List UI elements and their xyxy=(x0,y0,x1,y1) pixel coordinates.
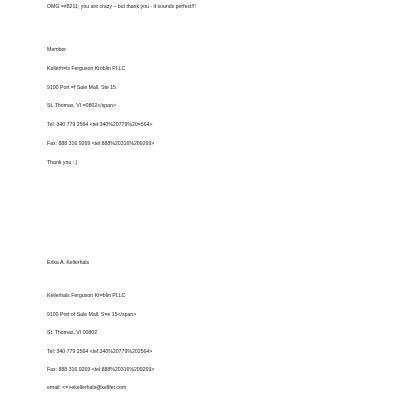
sender-name: Erika A. Kellerhals xyxy=(47,260,90,266)
sender-telephone: Tel: 340 779 2564 <tel:340%20779%202564> xyxy=(47,349,153,355)
sender-email: email: <=>ekellerhals@kellfer.com xyxy=(47,385,127,391)
signature-address-city: St. Thomas, VI =0802</span> xyxy=(47,103,116,109)
sender-firm: Kellerhals Ferguson Kr=blin PLLC xyxy=(47,293,126,299)
sender-address-street: 9100 Port of Sale Mall, S=e 15</span> xyxy=(47,312,137,318)
signature-telephone: Tel: 340 779 2564 <tel:340%20779%20=564> xyxy=(47,122,153,128)
signature-title: Member xyxy=(47,47,67,53)
signature-fax: Fax: 888 316 9269 <tel:888%20316%209269> xyxy=(47,141,155,147)
signature-firm: Kellerh=ls Ferguson Kroblin PLLC xyxy=(47,66,126,72)
sender-address-city: St. Thomas, VI 00802 xyxy=(47,330,98,336)
sender-fax: Fax: 888 316 9269 <tel:888%20316%209269> xyxy=(47,367,155,373)
closing-line: Thank you : ) xyxy=(47,160,78,166)
signature-address-street: 9100 Port =f Sale Mall, Ste 15 xyxy=(47,85,117,91)
email-opening-line: OMG =#8211; you are crazy – but thank you - it sounds perfect!!! xyxy=(47,4,196,10)
